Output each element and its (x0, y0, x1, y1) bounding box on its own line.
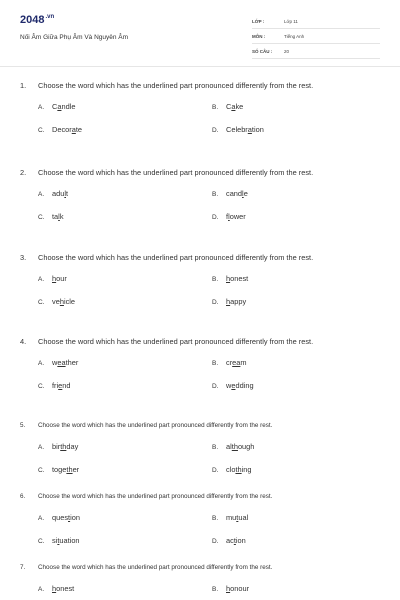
question-stem (20, 336, 380, 348)
logo-number: 2048 (20, 14, 45, 26)
option-letter: A. (38, 514, 45, 522)
option-b[interactable] (212, 584, 249, 593)
meta-value: Tiếng Anh (284, 33, 305, 39)
option-underlined: h (52, 583, 57, 593)
option-letter: A. (38, 275, 45, 283)
option-list (20, 442, 380, 478)
meta-row-count (252, 44, 380, 59)
option-text: appy (230, 296, 247, 306)
option-underlined: t (236, 512, 239, 522)
question-stem (20, 562, 380, 574)
question-7 (20, 562, 380, 600)
option-text: C (52, 101, 58, 111)
option-letter: B. (212, 514, 219, 522)
question-3 (20, 252, 380, 310)
option-underlined: l (64, 188, 66, 198)
option-text: m (240, 357, 247, 367)
option-text: cand (226, 188, 243, 198)
question-text: Choose the word which has the underlined part pronounced differently from the rest. (38, 493, 273, 500)
question-number: 2. (20, 168, 27, 177)
logo-suffix: .vn (45, 14, 55, 20)
option-d[interactable] (212, 297, 246, 306)
option-text: adu (52, 188, 65, 198)
question-number: 1. (20, 81, 27, 90)
question-text: Choose the word which has the underlined part pronounced differently from the rest. (38, 564, 273, 571)
option-underlined: l (242, 188, 244, 198)
question-text: Choose the word which has the underlined part pronounced differently from the rest. (38, 337, 314, 346)
question-text: Choose the word which has the underlined part pronounced differently from the rest. (38, 422, 273, 429)
option-text: bir (52, 441, 61, 451)
option-text: Celebr (226, 124, 248, 134)
option-text: onest (56, 583, 75, 593)
option-c[interactable] (38, 381, 71, 390)
option-d[interactable] (212, 381, 254, 390)
option-a[interactable] (38, 442, 78, 451)
option-text: al (226, 441, 232, 451)
option-underlined: h (52, 273, 57, 283)
question-stem (20, 167, 380, 179)
question-6 (20, 491, 380, 549)
meta-row-class (252, 14, 380, 29)
option-b[interactable] (212, 274, 248, 283)
option-text: ual (238, 512, 249, 522)
option-text: ve (52, 296, 60, 306)
option-a[interactable] (38, 189, 68, 198)
question-4 (20, 336, 380, 394)
option-text: ough (237, 441, 255, 451)
option-text: uation (59, 535, 80, 545)
question-stem (20, 420, 380, 432)
option-list (20, 513, 380, 549)
option-text: ther (65, 357, 79, 367)
option-text: w (226, 380, 232, 390)
question-stem (20, 80, 380, 92)
option-text: w (52, 357, 58, 367)
worksheet-title: Nối Âm Giữa Phụ Âm Và Nguyên Âm (20, 34, 129, 41)
option-b[interactable] (212, 189, 248, 198)
option-letter: C. (38, 382, 45, 390)
question-stem (20, 252, 380, 264)
option-text: tion (251, 124, 264, 134)
option-text: si (52, 535, 58, 545)
option-text: ion (235, 535, 246, 545)
option-b[interactable] (212, 442, 254, 451)
site-logo[interactable] (20, 14, 54, 26)
option-text: icle (63, 296, 76, 306)
question-text: Choose the word which has the underlined part pronounced differently from the rest. (38, 168, 314, 177)
option-letter: C. (38, 298, 45, 306)
option-letter: D. (212, 537, 219, 545)
option-underlined: a (71, 124, 76, 134)
option-c[interactable] (38, 212, 64, 221)
option-a[interactable] (38, 102, 75, 111)
option-a[interactable] (38, 584, 74, 593)
option-underlined: a (57, 101, 62, 111)
option-letter: B. (212, 190, 219, 198)
option-text: dding (235, 380, 254, 390)
option-underlined: th (231, 441, 238, 451)
meta-value: Lớp 11 (284, 18, 298, 24)
option-text: ion (70, 512, 80, 522)
option-text: e (243, 188, 248, 198)
meta-row-subject (252, 29, 380, 44)
option-text: fri (52, 380, 59, 390)
option-underlined: e (58, 380, 63, 390)
option-text: mu (226, 512, 237, 522)
question-number: 4. (20, 337, 27, 346)
question-number: 6. (20, 493, 26, 500)
question-number: 3. (20, 253, 27, 262)
option-list (20, 358, 380, 394)
question-number: 5. (20, 422, 26, 429)
meta-table (252, 14, 380, 59)
option-text: te (75, 124, 83, 134)
option-letter: C. (38, 213, 45, 221)
option-letter: A. (38, 190, 45, 198)
option-underlined: h (226, 273, 231, 283)
option-c[interactable] (38, 125, 82, 134)
option-text: our (56, 273, 67, 283)
option-underlined: th (60, 441, 67, 451)
option-a[interactable] (38, 513, 80, 522)
option-b[interactable] (212, 358, 247, 367)
option-underlined: ea (57, 357, 66, 367)
option-letter: A. (38, 103, 45, 111)
option-underlined: a (247, 124, 252, 134)
option-underlined: l (58, 211, 60, 221)
option-c[interactable] (38, 465, 79, 474)
option-list (20, 584, 380, 600)
option-a[interactable] (38, 358, 78, 367)
option-text: toge (52, 464, 67, 474)
option-text: er (72, 464, 80, 474)
option-underlined: th (235, 464, 242, 474)
option-letter: A. (38, 443, 45, 451)
option-a[interactable] (38, 274, 67, 283)
option-underlined: th (66, 464, 73, 474)
option-d[interactable] (212, 125, 264, 134)
option-text: C (226, 101, 232, 111)
option-c[interactable] (38, 536, 80, 545)
option-underlined: h (226, 296, 231, 306)
meta-value: 20 (284, 48, 290, 54)
option-underlined: h (226, 583, 231, 593)
question-number: 7. (20, 564, 26, 571)
option-underlined: t (57, 535, 60, 545)
option-text: onest (230, 273, 249, 283)
option-letter: D. (212, 213, 219, 221)
option-text: cr (226, 357, 233, 367)
option-text: t (66, 188, 69, 198)
option-text: ta (52, 211, 59, 221)
meta-key: SỐ CÂU : (252, 48, 273, 54)
option-d[interactable] (212, 465, 252, 474)
option-text: k (59, 211, 64, 221)
option-text: ke (235, 101, 244, 111)
option-text: Decor (52, 124, 72, 134)
option-text: nd (62, 380, 71, 390)
option-letter: C. (38, 126, 45, 134)
question-2 (20, 167, 380, 225)
option-list (20, 189, 380, 225)
option-text: clo (226, 464, 236, 474)
option-letter: B. (212, 585, 219, 593)
worksheet-header (0, 0, 400, 67)
option-text: ndle (61, 101, 76, 111)
option-letter: A. (38, 359, 45, 367)
option-text: day (66, 441, 79, 451)
question-stem (20, 491, 380, 503)
option-letter: D. (212, 466, 219, 474)
option-d[interactable] (212, 212, 246, 221)
question-1 (20, 80, 380, 138)
option-letter: B. (212, 359, 219, 367)
option-b[interactable] (212, 513, 248, 522)
option-letter: C. (38, 466, 45, 474)
option-letter: A. (38, 585, 45, 593)
option-letter: D. (212, 298, 219, 306)
option-text: ower (229, 211, 246, 221)
option-list (20, 102, 380, 138)
option-letter: D. (212, 126, 219, 134)
option-letter: D. (212, 382, 219, 390)
option-letter: C. (38, 537, 45, 545)
question-text: Choose the word which has the underlined part pronounced differently from the rest. (38, 81, 314, 90)
question-text: Choose the word which has the underlined part pronounced differently from the rest. (38, 253, 314, 262)
option-underlined: a (231, 101, 236, 111)
question-5 (20, 420, 380, 478)
option-c[interactable] (38, 297, 75, 306)
option-list (20, 274, 380, 310)
option-letter: B. (212, 103, 219, 111)
option-underlined: ea (232, 357, 241, 367)
option-text: ac (226, 535, 234, 545)
option-letter: B. (212, 275, 219, 283)
option-underlined: l (228, 211, 230, 221)
option-text: onour (230, 583, 250, 593)
option-letter: B. (212, 443, 219, 451)
option-underlined: t (233, 535, 236, 545)
option-text: ques (52, 512, 69, 522)
option-text: f (226, 211, 229, 221)
meta-key: MÔN : (252, 33, 266, 39)
option-underlined: t (68, 512, 71, 522)
meta-key: LỚP : (252, 18, 265, 24)
option-d[interactable] (212, 536, 246, 545)
option-text: ing (241, 464, 252, 474)
option-underlined: e (231, 380, 236, 390)
option-b[interactable] (212, 102, 243, 111)
option-underlined: h (59, 296, 64, 306)
